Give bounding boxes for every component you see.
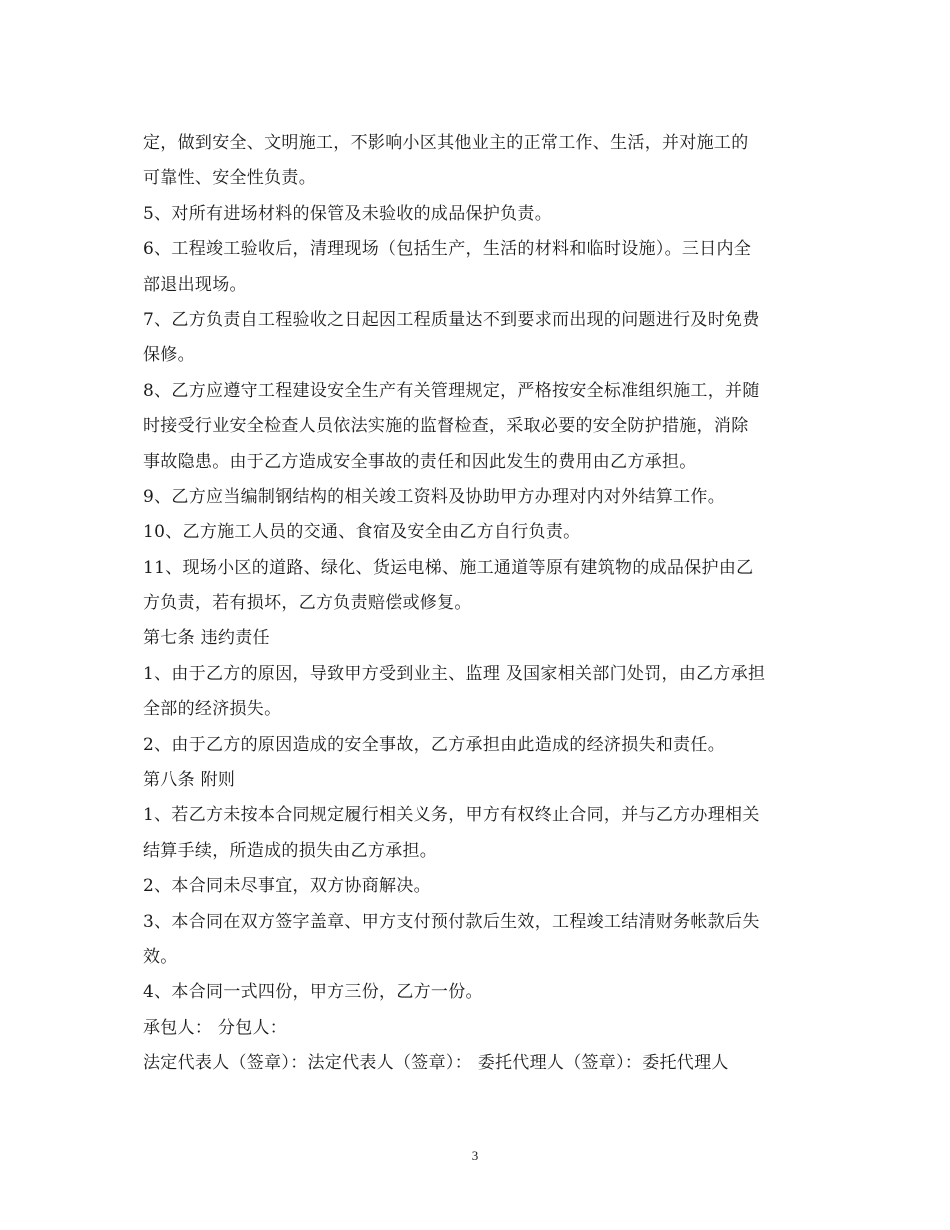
text-line: 1、若乙方未按本合同规定履行相关义务，甲方有权终止合同，并与乙方办理相关	[143, 805, 760, 826]
text-line: 部退出现场。	[143, 274, 247, 295]
text-line: 2、由于乙方的原因造成的安全事故，乙方承担由此造成的经济损失和责任。	[143, 734, 726, 755]
signature-parties: 承包人： 分包人：	[143, 1017, 288, 1038]
text-line: 5、对所有进场材料的保管及未验收的成品保护负责。	[143, 203, 553, 224]
page-number: 3	[471, 1148, 479, 1163]
text-line: 4、本合同一式四份，甲方三份，乙方一份。	[143, 982, 483, 1003]
text-line: 可靠性、安全性负责。	[143, 168, 316, 189]
text-line: 11、现场小区的道路、绿化、货运电梯、施工通道等原有建筑物的成品保护由乙	[143, 557, 754, 578]
text-line: 6、工程竣工验收后，清理现场（包括生产，生活的材料和临时设施）。三日内全	[143, 239, 752, 260]
text-line: 效。	[143, 946, 178, 967]
text-line: 保修。	[143, 345, 195, 366]
section-heading: 第七条 违约责任	[143, 628, 270, 649]
text-line: 10、乙方施工人员的交通、食宿及安全由乙方自行负责。	[143, 522, 581, 543]
text-line: 事故隐患。由于乙方造成安全事故的责任和因此发生的费用由乙方承担。	[143, 451, 697, 472]
text-line: 7、乙方负责自工程验收之日起因工程质量达不到要求而出现的问题进行及时免费	[143, 309, 760, 330]
document-body	[143, 126, 823, 1082]
text-line: 结算手续，所造成的损失由乙方承担。	[143, 840, 438, 861]
text-line: 3、本合同在双方签字盖章、甲方支付预付款后生效，工程竣工结清财务帐款后失	[143, 911, 760, 932]
signature-fields: 法定代表人（签章）：法定代表人（签章）： 委托代理人（签章）：委托代理人	[143, 1053, 729, 1074]
text-line: 定，做到安全、文明施工，不影响小区其他业主的正常工作、生活，并对施工的	[143, 133, 749, 153]
text-line: 8、乙方应遵守工程建设安全生产有关管理规定，严格按安全标准组织施工，并随	[143, 380, 760, 401]
section-heading: 第八条 附则	[143, 770, 236, 791]
text-line: 时接受行业安全检查人员依法实施的监督检查，采取必要的安全防护措施，消除	[143, 416, 749, 437]
text-line: 9、乙方应当编制钢结构的相关竣工资料及协助甲方办理对内对外结算工作。	[143, 486, 726, 507]
text-line: 全部的经济损失。	[143, 699, 282, 720]
text-line: 2、本合同未尽事宜，双方协商解决。	[143, 876, 431, 897]
text-line: 1、由于乙方的原因，导致甲方受到业主、监理 及国家相关部门处罚，由乙方承担	[143, 663, 766, 684]
text-line: 方负责，若有损坏，乙方负责赔偿或修复。	[143, 593, 472, 614]
